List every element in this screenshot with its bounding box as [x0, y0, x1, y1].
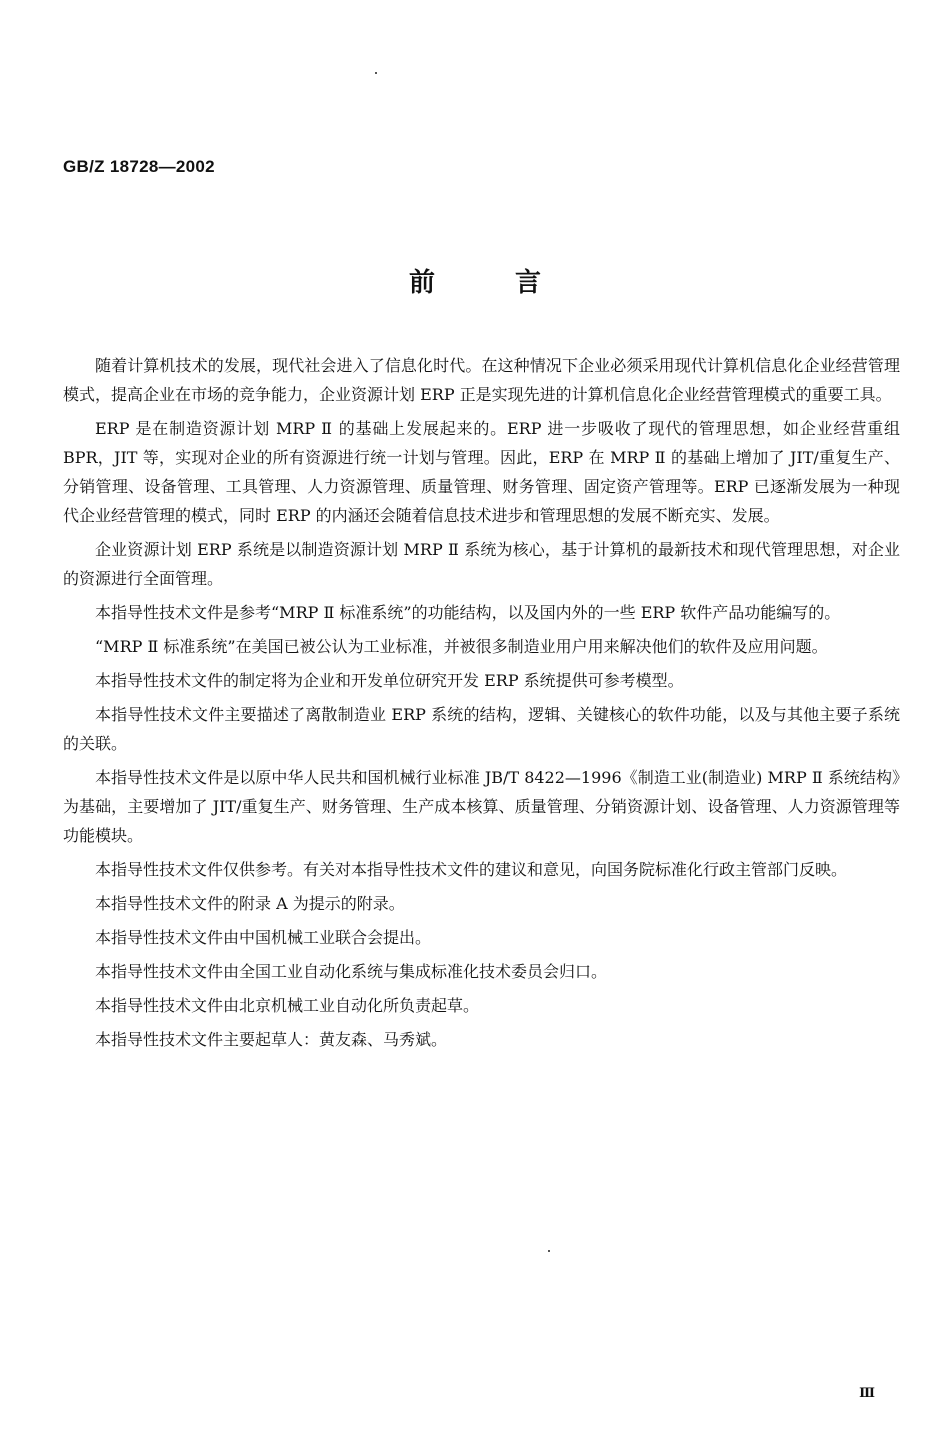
foreword-paragraph: 本指导性技术文件的制定将为企业和开发单位研究开发 ERP 系统提供可参考模型。: [95, 671, 684, 690]
foreword-paragraph: 本指导性技术文件是以原中华人民共和国机械行业标准 JB/T 8422—1996《制造工业(制造业) MRP Ⅱ 系统结构》为基础，主要增加了 JIT/重复生产、财务管理、生产成本核算、质量管理、分销资源计划、设备管理、人力资源管理等功能模块。: [63, 768, 900, 845]
standard-code: GB/Z 18728—2002: [63, 157, 215, 176]
foreword-paragraph: 本指导性技术文件由中国机械工业联合会提出。: [95, 928, 432, 947]
foreword-body: [63, 351, 900, 1059]
page-number: Ⅲ: [859, 1386, 875, 1401]
foreword-paragraph: 本指导性技术文件主要起草人：黄友森、马秀斌。: [95, 1030, 448, 1049]
foreword-paragraph: 本指导性技术文件主要描述了离散制造业 ERP 系统的结构，逻辑、关键核心的软件功能，以及与其他主要子系统的关联。: [63, 705, 900, 753]
foreword-paragraph: 企业资源计划 ERP 系统是以制造资源计划 MRP Ⅱ 系统为核心，基于计算机的最新技术和现代管理思想，对企业的资源进行全面管理。: [63, 540, 900, 588]
foreword-paragraph: 本指导性技术文件是参考“MRP Ⅱ 标准系统”的功能结构，以及国内外的一些 ERP 软件产品功能编写的。: [95, 603, 841, 622]
foreword-paragraph: 本指导性技术文件由北京机械工业自动化所负责起草。: [95, 996, 480, 1015]
scan-dot-mark: [375, 72, 377, 74]
page-title: 前言: [408, 268, 621, 298]
foreword-paragraph: 随着计算机技术的发展，现代社会进入了信息化时代。在这种情况下企业必须采用现代计算机信息化企业经营管理模式，提高企业在市场的竞争能力，企业资源计划 ERP 正是实现先进的计算机信息化企业经营管理模式的重要工具。: [63, 356, 900, 404]
foreword-paragraph: “MRP Ⅱ 标准系统”在美国已被公认为工业标准，并被很多制造业用户用来解决他们的软件及应用问题。: [95, 637, 828, 656]
foreword-paragraph: 本指导性技术文件由全国工业自动化系统与集成标准化技术委员会归口。: [95, 962, 608, 981]
foreword-paragraph: 本指导性技术文件仅供参考。有关对本指导性技术文件的建议和意见，向国务院标准化行政主管部门反映。: [95, 860, 848, 879]
foreword-paragraph: 本指导性技术文件的附录 A 为提示的附录。: [95, 894, 405, 913]
scan-dot-mark: [548, 1250, 550, 1252]
foreword-paragraph: ERP 是在制造资源计划 MRP Ⅱ 的基础上发展起来的。ERP 进一步吸收了现代的管理思想，如企业经营重组 BPR，JIT 等，实现对企业的所有资源进行统一计划与管理。因此，ERP 在 MRP Ⅱ 的基础上增加了 JIT/重复生产、分销管理、设备管理、工具管理、人力资源管理、质量管理、财务管理、固定资产管理等。ERP 已逐渐发展为一种现代企业经营管理的模式，同时 ERP 的内涵还会随着信息技术进步和管理思想的发展不断充实、发展。: [63, 419, 900, 525]
